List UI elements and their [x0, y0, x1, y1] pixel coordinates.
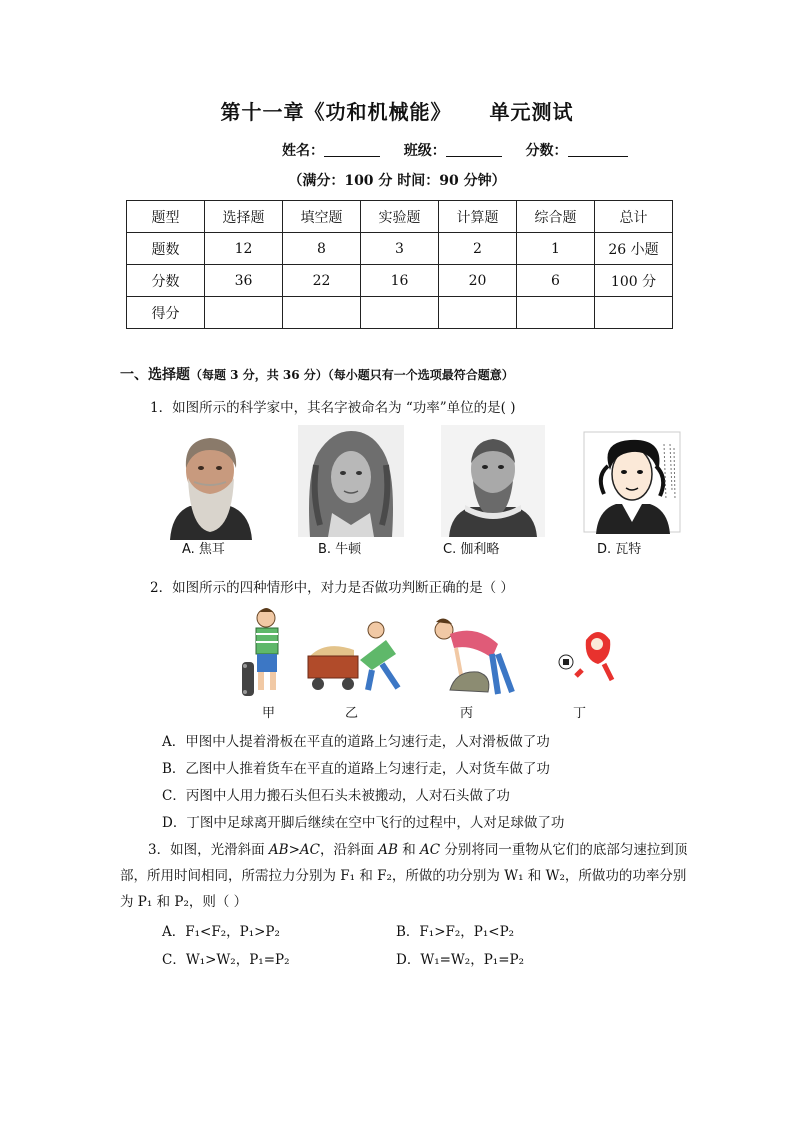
question-2-stem: 2．如图所示的四种情形中，对力是否做功判断正确的是（ ）	[150, 580, 514, 596]
score-entry-cell[interactable]	[595, 297, 673, 329]
table-cell: 20	[439, 265, 517, 297]
score-entry-cell[interactable]	[439, 297, 517, 329]
figure-yi-person-pushing-cart	[308, 622, 398, 690]
scientist-newton-portrait	[298, 425, 404, 537]
exam-note: （满分：100 分 时间：90 分钟）	[288, 173, 506, 189]
score-blank[interactable]	[568, 142, 628, 157]
figure-label-jia: 甲	[262, 706, 276, 721]
table-cell: 16	[361, 265, 439, 297]
q2-option-d[interactable]: D．丁图中足球离开脚后继续在空中飞行的过程中，人对足球做了功	[162, 815, 565, 831]
name-label: 姓名：	[282, 143, 324, 159]
figure-label-ding: 丁	[573, 706, 587, 721]
table-cell: 分数	[127, 265, 205, 297]
table-cell: 得分	[127, 297, 205, 329]
q3-option-a[interactable]: A．F₁<F₂，P₁>P₂	[162, 924, 280, 940]
question-1-stem: 1．如图所示的科学家中，其名字被命名为 “功率”单位的是( )	[150, 400, 516, 416]
q3-var: AB	[378, 842, 398, 858]
q2-option-c[interactable]: C．丙图中人用力搬石头但石头未被搬动，人对石头做了功	[162, 788, 510, 804]
table-header-cell: 选择题	[205, 201, 283, 233]
q1-option-b[interactable]: B. 牛顿	[318, 542, 362, 557]
table-header-cell: 计算题	[439, 201, 517, 233]
section-title: 一、选择题	[120, 367, 190, 383]
table-row	[127, 233, 673, 265]
name-blank[interactable]	[324, 142, 380, 157]
table-header-cell: 总计	[595, 201, 673, 233]
figure-label-yi: 乙	[345, 706, 359, 721]
question-3-line-1	[148, 838, 687, 858]
q3-option-d[interactable]: D．W₁=W₂，P₁=P₂	[396, 952, 525, 968]
class-blank[interactable]	[446, 142, 502, 157]
score-entry-cell[interactable]	[283, 297, 361, 329]
q3-var: AC	[299, 842, 320, 858]
scientist-joule-portrait	[160, 428, 260, 540]
page-title	[0, 96, 794, 125]
figure-bing-person-lifting-stone	[435, 618, 512, 694]
student-info-row	[282, 140, 628, 160]
table-header-cell: 实验题	[361, 201, 439, 233]
table-cell: 36	[205, 265, 283, 297]
table-cell: 12	[205, 233, 283, 265]
q3-text: ，沿斜面	[319, 842, 379, 858]
title-chapter: 第十一章《功和机械能》	[220, 100, 452, 124]
q1-option-d[interactable]: D. 瓦特	[597, 542, 642, 557]
table-cell: 22	[283, 265, 361, 297]
table-cell: 100 分	[595, 265, 673, 297]
score-table	[126, 200, 673, 329]
q2-option-a[interactable]: A．甲图中人提着滑板在平直的道路上匀速行走，人对滑板做了功	[162, 734, 550, 750]
title-test: 单元测试	[489, 100, 574, 124]
scientist-galileo-portrait	[441, 425, 545, 537]
table-cell: 题数	[127, 233, 205, 265]
scientist-watt-portrait	[582, 430, 682, 534]
table-header-row	[127, 201, 673, 233]
q3-option-c[interactable]: C．W₁>W₂，P₁=P₂	[162, 952, 290, 968]
question-3-line-3: 为 P₁ 和 P₂，则（ ）	[120, 894, 248, 910]
figure-label-bing: 丙	[460, 706, 474, 721]
q3-var: AC	[420, 842, 441, 858]
section-heading	[120, 364, 514, 384]
q3-text: 和	[397, 842, 421, 858]
table-row	[127, 265, 673, 297]
q1-option-a[interactable]: A. 焦耳	[182, 542, 225, 557]
q2-figure-illustrations	[236, 604, 616, 700]
table-header-cell: 综合题	[517, 201, 595, 233]
table-cell: 2	[439, 233, 517, 265]
table-cell: 8	[283, 233, 361, 265]
section-points: （每题 3 分，共 36 分）（每小题只有一个选项最符合题意）	[190, 368, 514, 382]
score-label: 分数：	[525, 143, 568, 159]
score-entry-cell[interactable]	[517, 297, 595, 329]
table-cell: 1	[517, 233, 595, 265]
table-cell: 6	[517, 265, 595, 297]
q2-option-b[interactable]: B．乙图中人推着货车在平直的道路上匀速行走，人对货车做了功	[162, 761, 550, 777]
q3-text: 3．如图，光滑斜面	[148, 842, 269, 858]
q3-option-b[interactable]: B．F₁>F₂，P₁<P₂	[396, 924, 515, 940]
table-cell: 3	[361, 233, 439, 265]
figure-ding-mascot-kicking-ball	[559, 632, 612, 680]
score-entry-cell[interactable]	[205, 297, 283, 329]
table-row	[127, 297, 673, 329]
q3-text: >	[288, 842, 300, 858]
question-3-line-2: 部，所用时间相同，所需拉力分别为 F₁ 和 F₂，所做的功分别为 W₁ 和 W₂，所做功的功率分别	[120, 868, 687, 884]
figure-jia-person-with-skateboard	[242, 608, 278, 696]
table-header-cell: 填空题	[283, 201, 361, 233]
table-header-cell: 题型	[127, 201, 205, 233]
score-entry-cell[interactable]	[361, 297, 439, 329]
q1-option-c[interactable]: C. 伽利略	[443, 542, 500, 557]
class-label: 班级：	[403, 143, 446, 159]
table-cell: 26 小题	[595, 233, 673, 265]
q3-var: AB	[268, 842, 289, 858]
q3-text: 分别将同一重物从它们的底部匀速拉到顶	[440, 842, 688, 858]
